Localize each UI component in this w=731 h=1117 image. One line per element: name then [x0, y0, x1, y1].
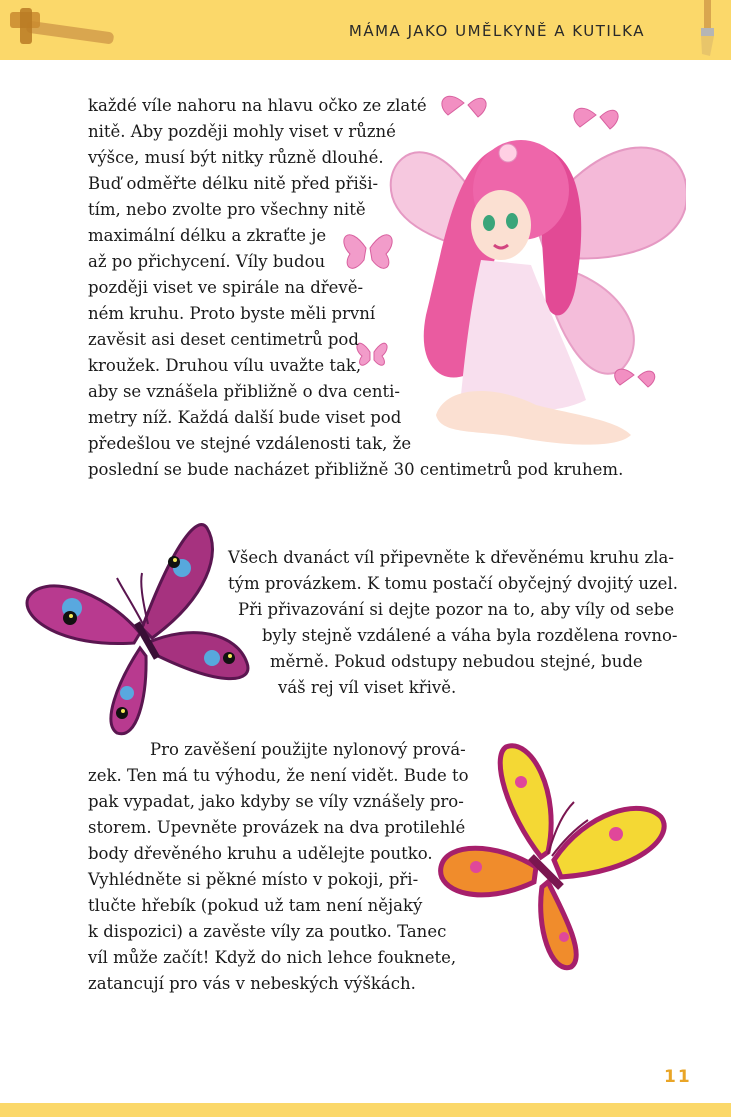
- paragraph-1-line: až po přichycení. Víly budou: [88, 252, 326, 271]
- paragraph-1-line: tím, nebo zvolte pro všechny nitě: [88, 200, 366, 219]
- paragraph-2-line: tým provázkem. K tomu postačí obyčejný dvojitý uzel.: [228, 574, 678, 593]
- paragraph-1-line: aby se vznášela přibližně o dva centi-: [88, 382, 400, 401]
- paragraph-3-line: tlučte hřebík (pokud už tam není nějaký: [88, 896, 423, 915]
- paragraph-1-line: později viset ve spirále na dřevě-: [88, 278, 364, 297]
- paragraph-1-line: metry níž. Každá další bude viset pod: [88, 408, 402, 427]
- paragraph-1-line: ném kruhu. Proto byste měli první: [88, 304, 376, 323]
- paragraph-3-line: k dispozici) a zavěste víly za poutko. Tanec: [88, 922, 447, 941]
- page-number: 11: [664, 1067, 692, 1087]
- paragraph-3-line: body dřevěného kruhu a udělejte poutko.: [88, 844, 433, 863]
- paragraph-3-line: zatancují pro vás v nebeských výškách.: [88, 974, 416, 993]
- paragraph-1-line: maximální délku a zkraťte je: [88, 226, 327, 245]
- footer-band: [0, 1103, 731, 1117]
- yellow-butterfly-illustration: [436, 742, 681, 977]
- purple-butterfly-illustration: [22, 518, 262, 748]
- paragraph-3-line: storem. Upevněte provázek na dva protilehlé: [88, 818, 466, 837]
- chapter-title: MÁMA JAKO UMĚLKYNĚ A KUTILKA: [348, 22, 645, 40]
- paragraph-2-line: byly stejně vzdálené a váha byla rozdělena rovno-: [262, 626, 678, 645]
- paragraph-2-line: měrně. Pokud odstupy nebudou stejné, bude: [270, 652, 643, 671]
- paragraph-1-line: zavěsit asi deset centimetrů pod: [88, 330, 359, 349]
- paragraph-1-line: Buď odměřte délku nitě před přiši-: [88, 174, 379, 193]
- paragraph-1-line: předešlou ve stejné vzdálenosti tak, že: [88, 434, 412, 453]
- paragraph-3-line: zek. Ten má tu výhodu, že není vidět. Bude to: [88, 766, 469, 785]
- paragraph-1-line: každé víle nahoru na hlavu očko ze zlaté: [88, 96, 427, 115]
- paragraph-3-line: víl může začít! Když do nich lehce fouknete,: [88, 948, 457, 967]
- paragraph-3-line: Pro zavěšení použijte nylonový prová-: [150, 740, 466, 759]
- paragraph-1-line: výšce, musí být nitky různě dlouhé.: [88, 148, 384, 167]
- small-butterfly-left: [340, 218, 396, 278]
- paragraph-3-line: pak vypadat, jako kdyby se víly vznášely pro-: [88, 792, 464, 811]
- paragraph-3-line: Vyhlédněte si pěkné místo v pokoji, při-: [88, 870, 419, 889]
- fairy-illustration: [386, 85, 686, 465]
- paragraph-1-line: kroužek. Druhou vílu uvažte tak,: [88, 356, 362, 375]
- paragraph-1-line: poslední se bude nacházet přibližně 30 centimetrů pod kruhem.: [88, 460, 624, 479]
- hammer-icon: [6, 6, 118, 52]
- paragraph-2-line: Při přivazování si dejte pozor na to, aby víly od sebe: [238, 600, 675, 619]
- paintbrush-icon: [682, 0, 722, 58]
- paragraph-2-line: váš rej víl viset křivě.: [278, 678, 457, 697]
- paragraph-1-line: nitě. Aby později mohly viset v různé: [88, 122, 396, 141]
- paragraph-2-line: Všech dvanáct víl připevněte k dřevěnému kruhu zla-: [228, 548, 674, 567]
